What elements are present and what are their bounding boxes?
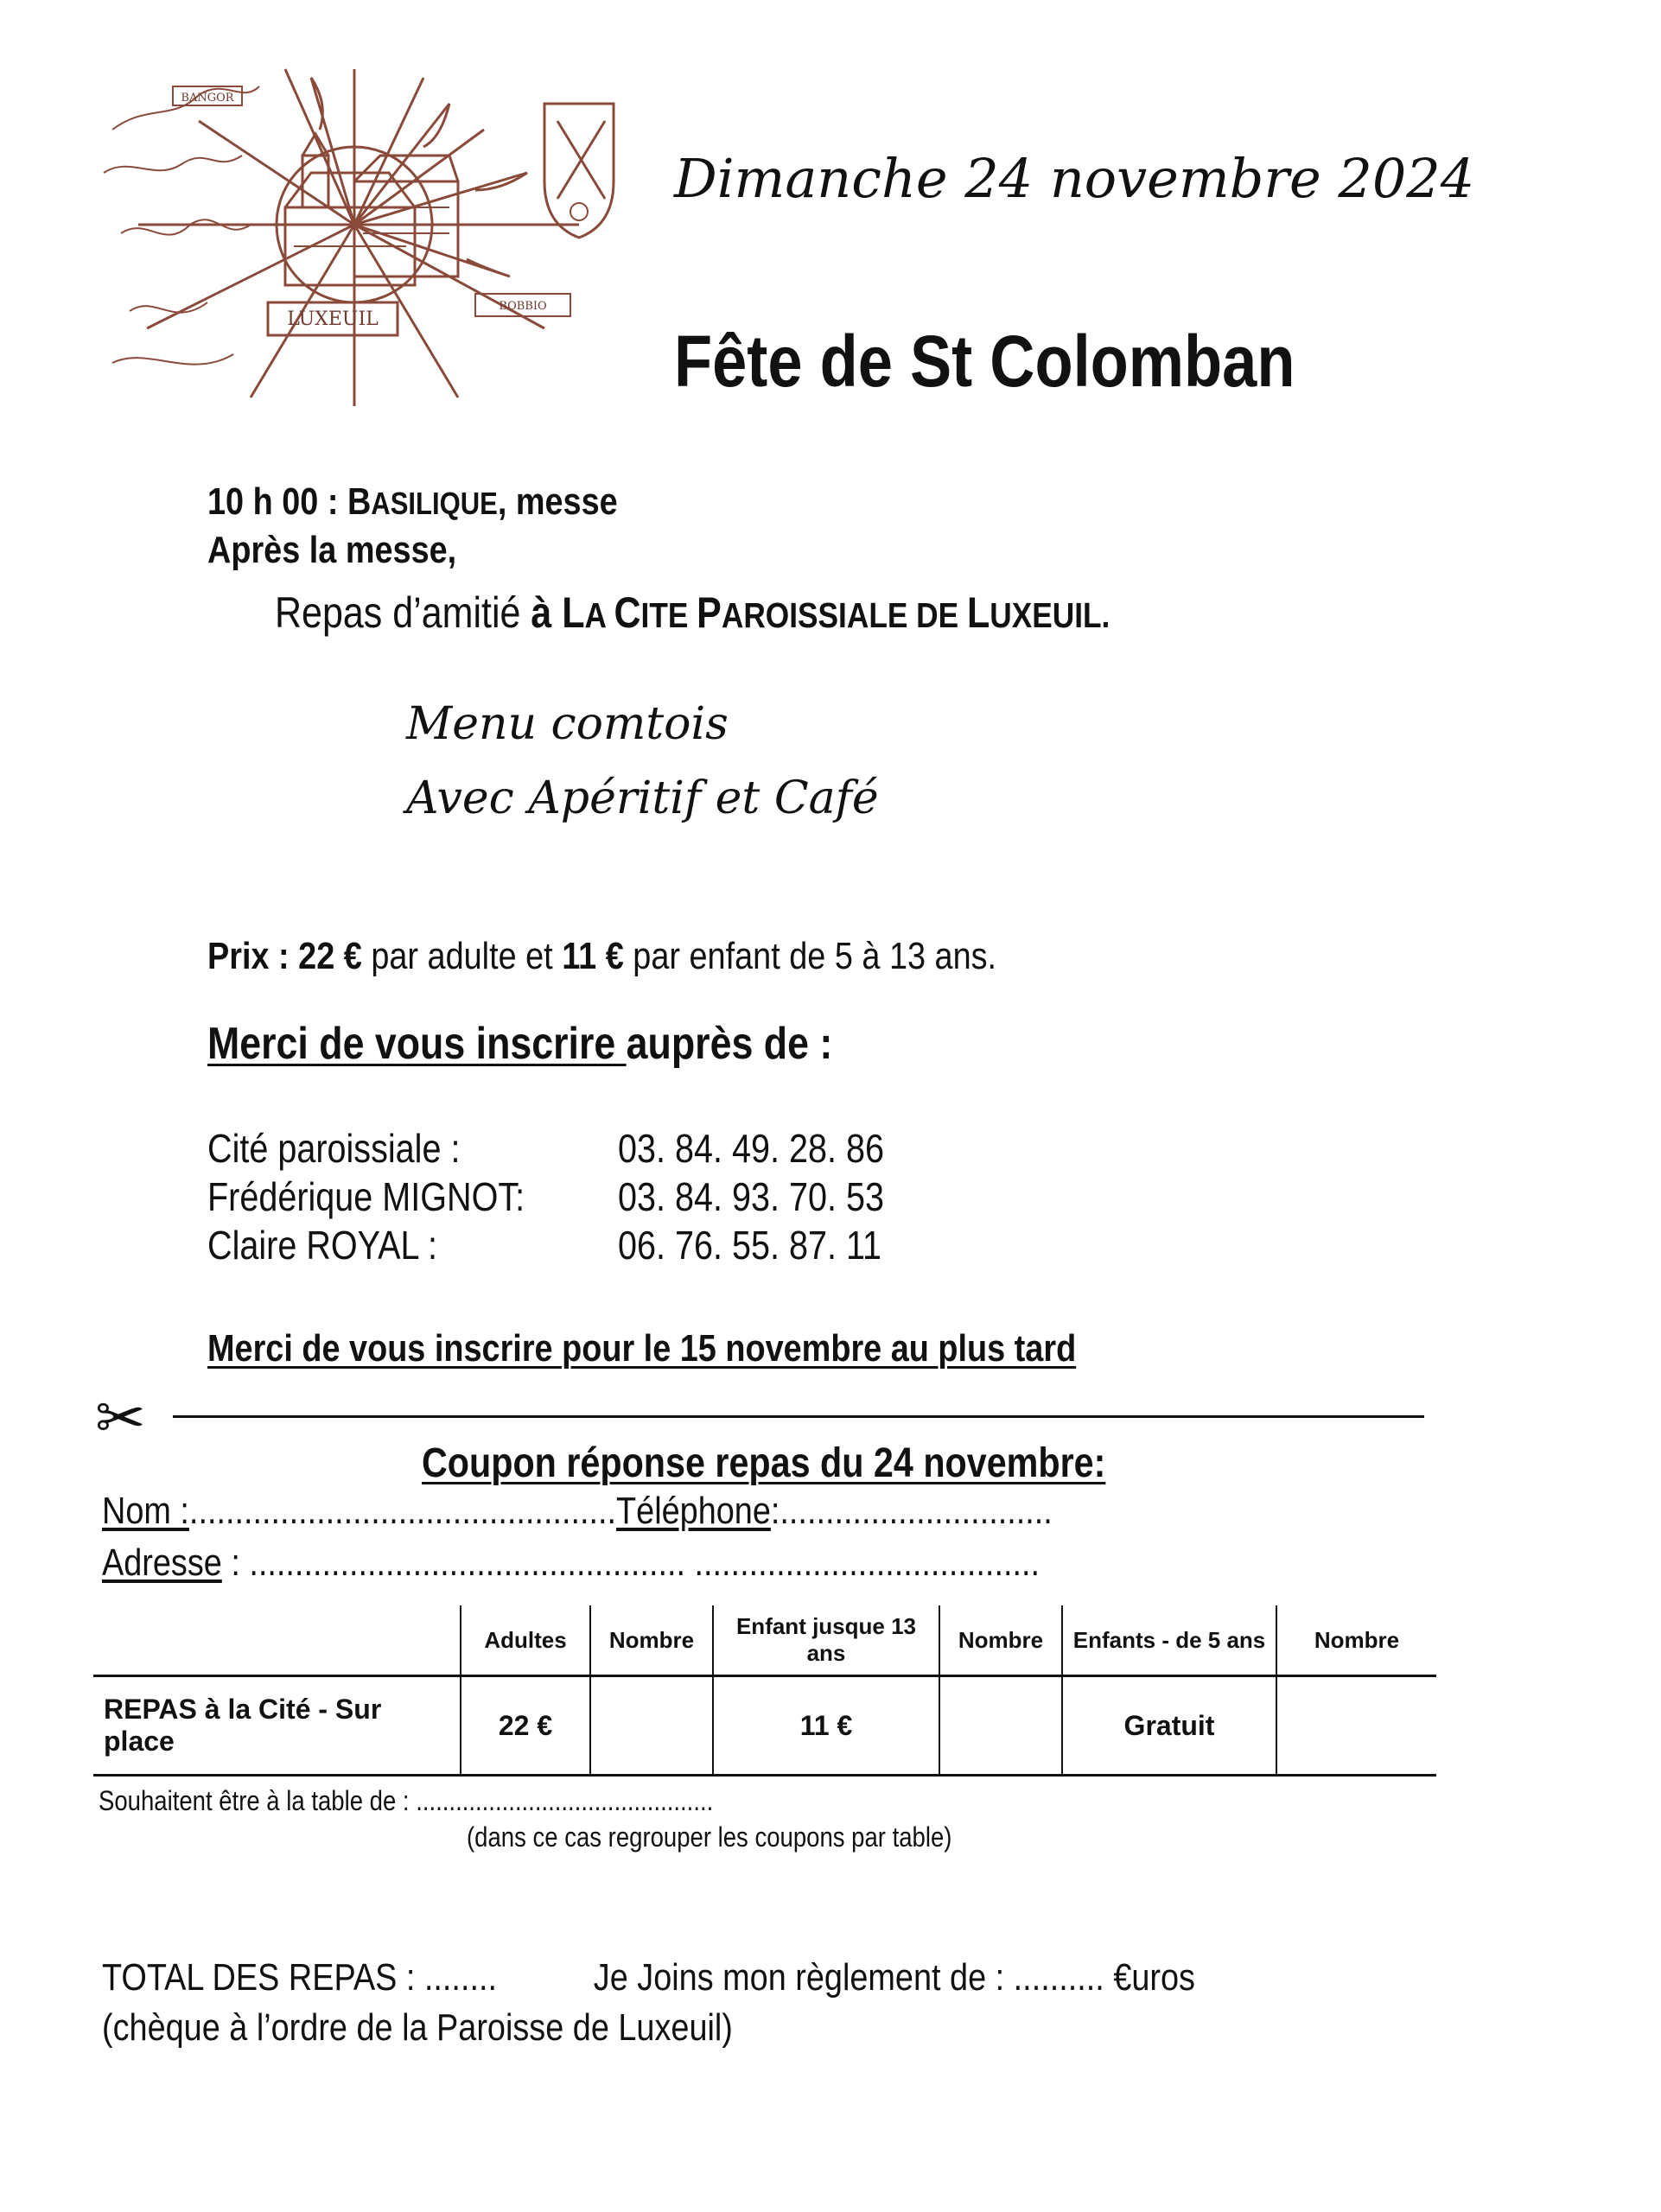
table-cell-adult-count[interactable] bbox=[590, 1676, 713, 1776]
contact-phone-text: 03. 84. 49. 28. 86 bbox=[618, 1126, 884, 1171]
price-line bbox=[207, 935, 1125, 978]
table-cell-label: REPAS à la Cité - Sur place bbox=[93, 1676, 461, 1776]
table-header-cell: Enfants - de 5 ans bbox=[1062, 1605, 1276, 1676]
contact-phone bbox=[618, 1222, 925, 1268]
repas-prefix: Repas d’amitié bbox=[275, 588, 531, 637]
mass-line bbox=[207, 480, 684, 524]
contact-phone bbox=[618, 1173, 927, 1220]
mass-time: 10 h 00 : bbox=[207, 480, 339, 523]
coupon-table bbox=[93, 1605, 1436, 1777]
signup-deadline-text: Merci de vous inscrire pour le 15 novembre au plus tard bbox=[207, 1327, 1077, 1370]
venue-c: C bbox=[614, 588, 641, 637]
signup-heading-rest: auprès de : bbox=[626, 1019, 833, 1069]
venue-ite: ITE bbox=[640, 595, 697, 635]
contact-phone-text: 06. 76. 55. 87. 11 bbox=[618, 1223, 882, 1268]
child-text: par enfant de 5 à 13 ans. bbox=[623, 935, 997, 977]
contact-name bbox=[207, 1222, 474, 1268]
event-title bbox=[674, 320, 1396, 404]
event-date: Dimanche 24 novembre 2024 bbox=[674, 147, 1475, 210]
contact-name-text: Frédérique MIGNOT: bbox=[207, 1174, 525, 1219]
repas-venue bbox=[562, 588, 1110, 637]
adult-price: 22 € bbox=[298, 935, 362, 977]
st-colomban-logo bbox=[95, 52, 631, 415]
contact-name-text: Claire ROYAL : bbox=[207, 1223, 438, 1268]
venue-p: P bbox=[697, 588, 722, 637]
contact-phone-text: 03. 84. 93. 70. 53 bbox=[618, 1174, 884, 1219]
adult-text: par adulte et bbox=[361, 935, 563, 977]
adresse-dots: : ................................................ ...................................... bbox=[221, 1541, 1041, 1584]
cut-line bbox=[173, 1415, 1424, 1418]
contact-name bbox=[207, 1125, 501, 1172]
table-cell-small-child-price: Gratuit bbox=[1062, 1676, 1276, 1776]
coupon-title-text: Coupon réponse repas du 24 novembre: bbox=[422, 1440, 1106, 1486]
mass-word: , messe bbox=[497, 480, 618, 523]
event-title-text: Fête de St Colomban bbox=[674, 321, 1295, 402]
child-price: 11 € bbox=[562, 935, 624, 977]
table-cell-child-price: 11 € bbox=[713, 1676, 939, 1776]
mass-place-initial: B bbox=[347, 480, 372, 523]
table-header-cell: Nombre bbox=[939, 1605, 1062, 1676]
total-meals: TOTAL DES REPAS : ........ bbox=[102, 1956, 498, 1999]
venue-uxeuil: UXEUIL. bbox=[990, 595, 1111, 635]
venue-aroissiale: AROISSIALE DE bbox=[721, 595, 967, 635]
table-wish-field[interactable] bbox=[99, 1785, 813, 1817]
logo-label-bobbio: BOBBIO bbox=[499, 300, 547, 313]
table-note bbox=[467, 1821, 1031, 1853]
table-cell-small-child-count[interactable] bbox=[1276, 1676, 1436, 1776]
table-cell-adult-price: 22 € bbox=[461, 1676, 590, 1776]
table-header-cell bbox=[93, 1605, 461, 1676]
telephone-dots: :.............................. bbox=[770, 1490, 1053, 1532]
venue-a: A bbox=[584, 595, 614, 635]
payment-amount: Je Joins mon règlement de : .......... €uros bbox=[593, 1956, 1195, 1999]
scissors-icon: ✂ bbox=[95, 1384, 146, 1452]
price-label: Prix : bbox=[207, 935, 299, 977]
adresse-field[interactable] bbox=[102, 1541, 1193, 1585]
cheque-note bbox=[102, 2006, 836, 2050]
nom-dots: ............................................... bbox=[188, 1490, 617, 1532]
after-mass-text: Après la messe, bbox=[207, 529, 457, 571]
table-header-cell: Adultes bbox=[461, 1605, 590, 1676]
signup-heading-underlined: Merci de vous inscrire bbox=[207, 1019, 627, 1069]
table-row bbox=[93, 1676, 1436, 1776]
logo-label-luxeuil: LUXEUIL bbox=[287, 308, 379, 330]
signup-deadline bbox=[207, 1327, 1218, 1370]
nom-label: Nom : bbox=[102, 1490, 189, 1532]
after-mass-line bbox=[207, 529, 497, 572]
repas-line bbox=[275, 588, 1246, 638]
venue-lux-l: L bbox=[966, 588, 990, 637]
cheque-note-text: (chèque à l’ordre de la Paroisse de Luxeuil) bbox=[102, 2006, 733, 2049]
venue-l: L bbox=[562, 588, 585, 637]
table-header-row bbox=[93, 1605, 1436, 1676]
menu-subtitle: Avec Apéritif et Café bbox=[406, 772, 879, 824]
telephone-label: Téléphone bbox=[616, 1490, 771, 1532]
table-wish-text: Souhaitent être à la table de : ............................................. bbox=[99, 1785, 714, 1816]
repas-a: à bbox=[531, 588, 552, 637]
total-line[interactable] bbox=[102, 1956, 1373, 1999]
contact-name bbox=[207, 1173, 576, 1220]
menu-title: Menu comtois bbox=[406, 698, 729, 750]
table-cell-child-count[interactable] bbox=[939, 1676, 1062, 1776]
mass-place-rest: ASILIQUE bbox=[371, 486, 498, 521]
signup-heading bbox=[207, 1018, 934, 1070]
table-note-text: (dans ce cas regrouper les coupons par table) bbox=[467, 1821, 952, 1853]
contact-name-text: Cité paroissiale : bbox=[207, 1126, 461, 1171]
logo-label-bangor: BANGOR bbox=[181, 92, 234, 105]
table-header-cell: Enfant jusque 13 ans bbox=[713, 1605, 939, 1676]
coupon-title bbox=[422, 1440, 1217, 1487]
table-header-cell: Nombre bbox=[590, 1605, 713, 1676]
contact-phone bbox=[618, 1125, 927, 1172]
adresse-label: Adresse bbox=[102, 1541, 222, 1584]
table-header-cell: Nombre bbox=[1276, 1605, 1436, 1676]
nom-field[interactable] bbox=[102, 1490, 1207, 1533]
